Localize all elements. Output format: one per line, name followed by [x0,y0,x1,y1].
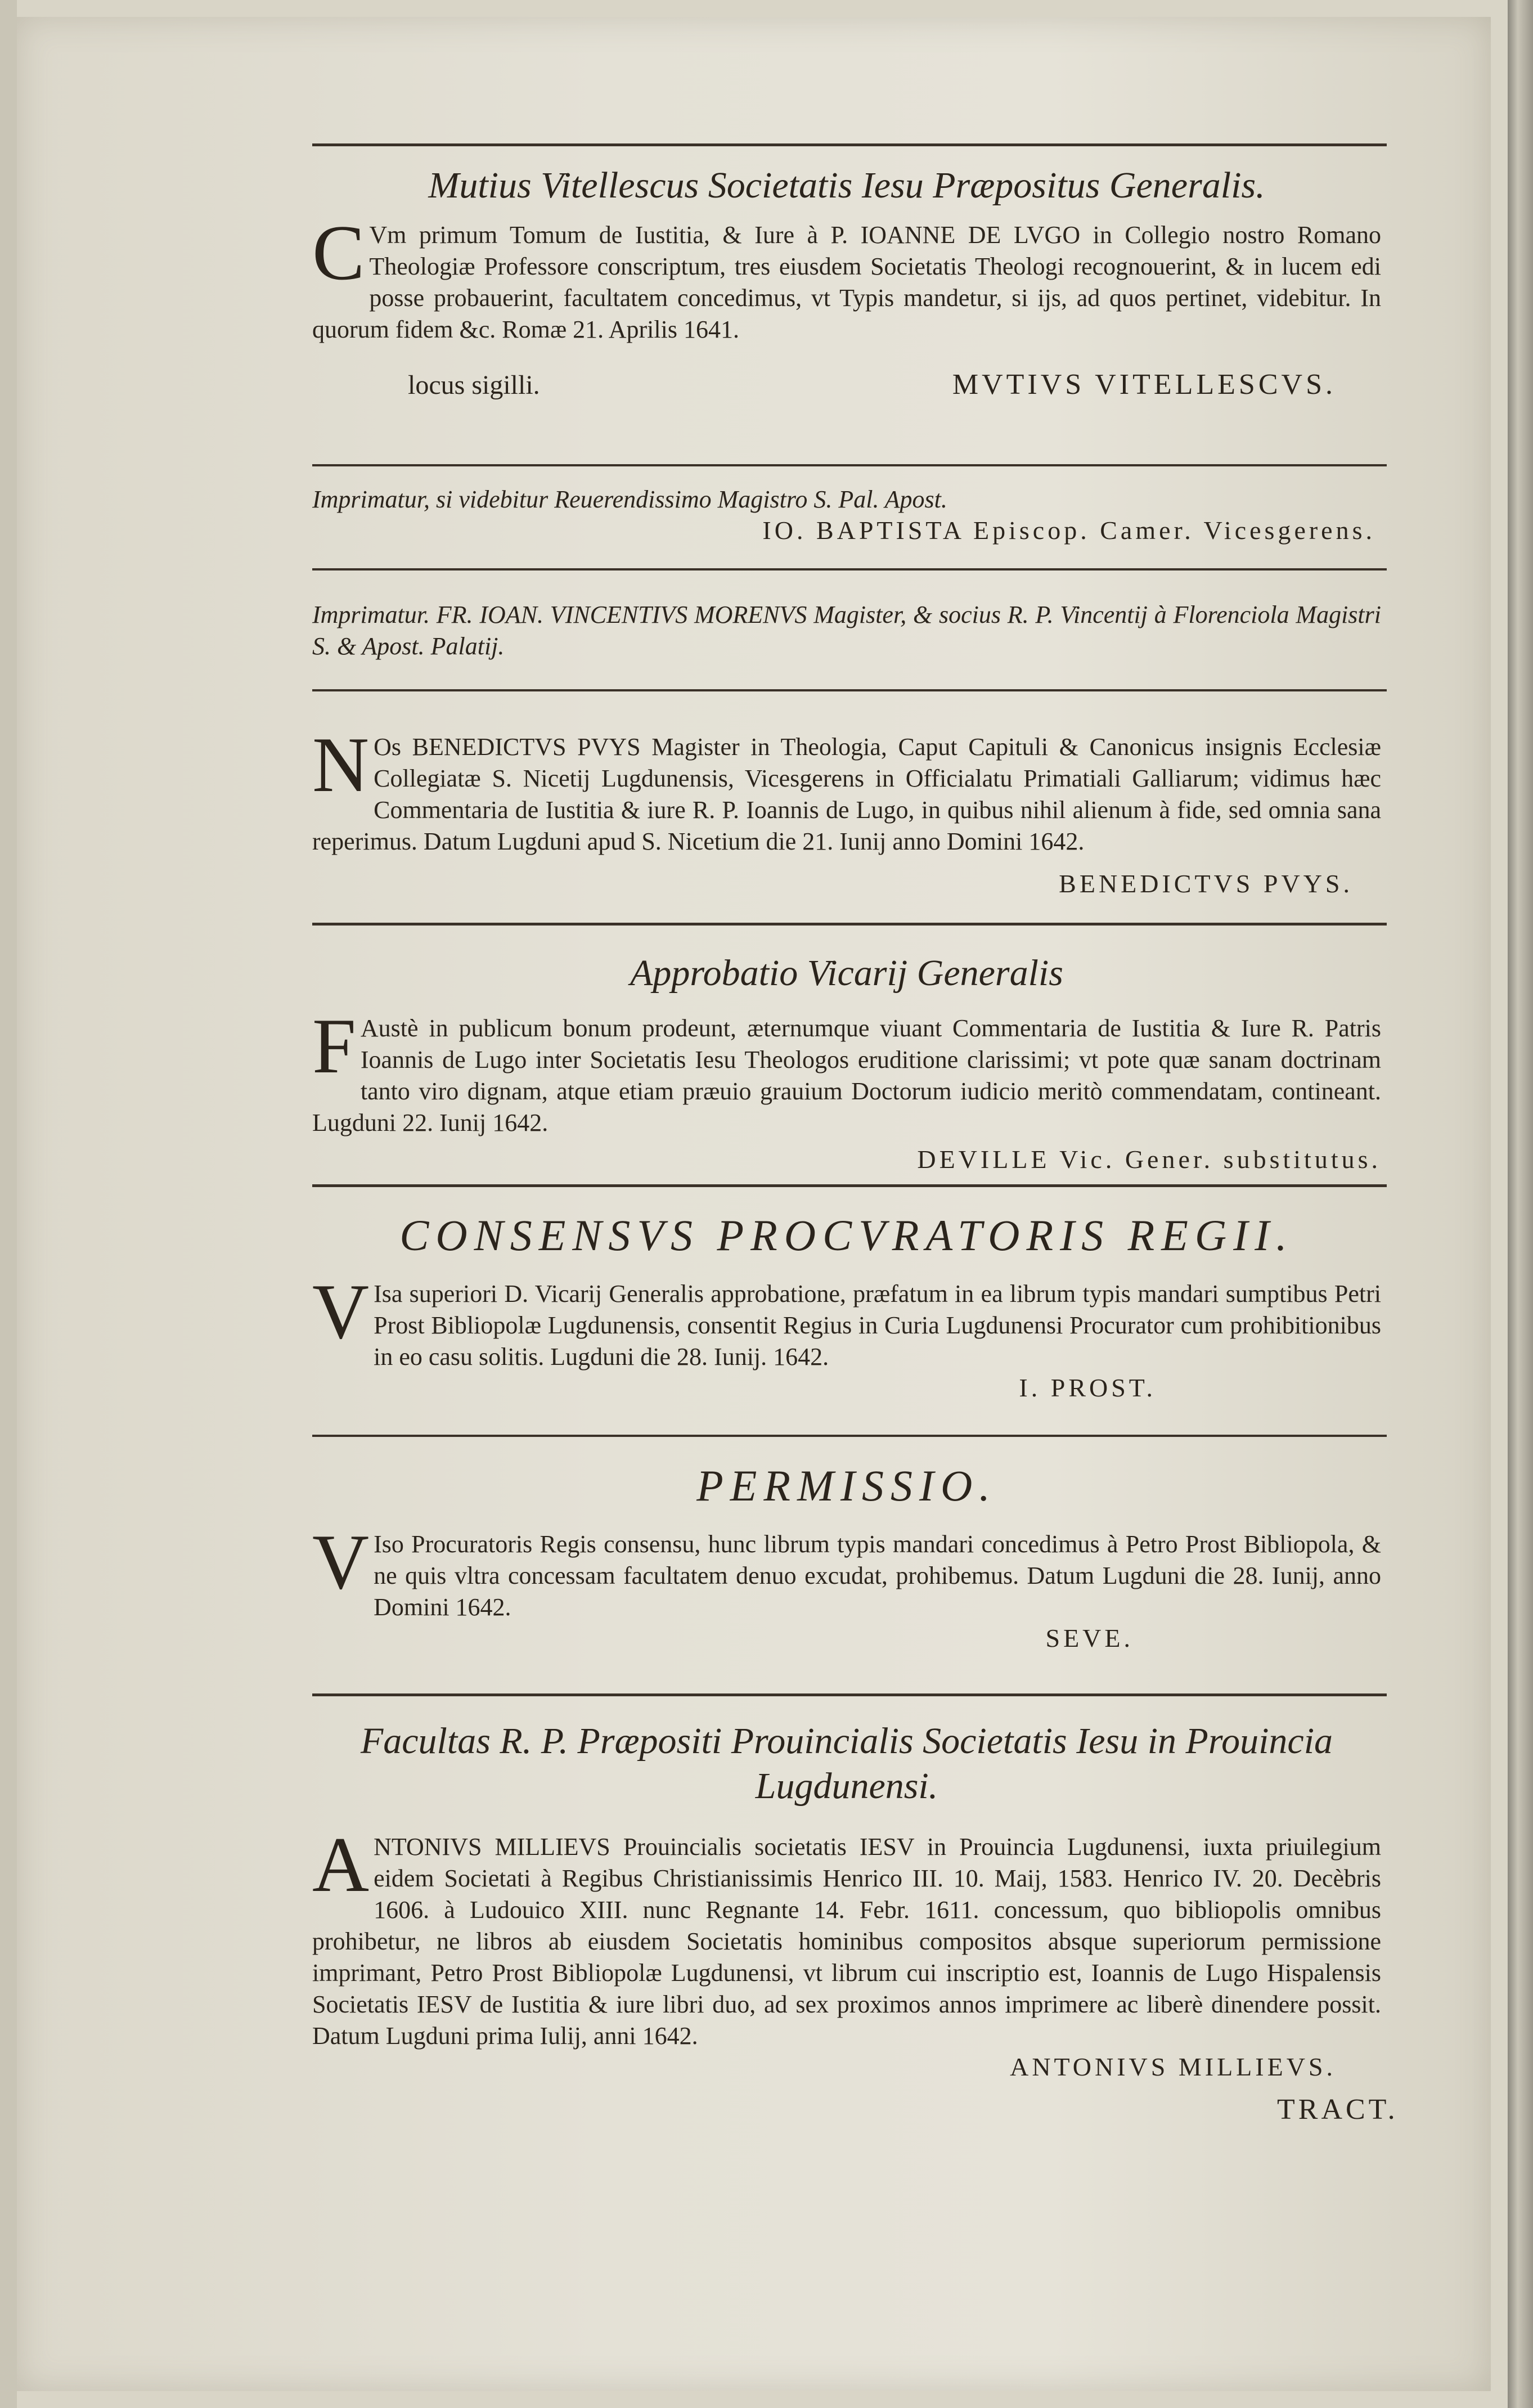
puys-text-block [312,721,1381,857]
rule-2 [312,464,1387,466]
section-vicar [312,951,1381,1174]
procurator-text: Isa superiori D. Vicarij Generalis approbatione, præfatum in ea librum typis mandari sumptibus Petri Prost Bibliopolæ Lugdunensis, consentit Regius in Curia Lugdunensi Procurator cum prohibitionibus in eo casu solitis. Lugduni die 28. Iunij. 1642. [374,1280,1381,1371]
facultas-text-block [312,1821,1381,2052]
catchword: TRACT. [1277,2093,1399,2126]
permissio-text-block [312,1519,1381,1623]
procurator-text-block [312,1268,1381,1373]
vicar-text-block [312,1003,1381,1139]
section-facultas [312,1719,1381,2082]
vitellescus-text-block [312,209,1381,345]
vitellescus-drop-cap: C [312,209,365,296]
vitellescus-signature: MVTIVS VITELLESCVS. [952,369,1336,401]
section-imprimatur-1 [312,484,1381,545]
procurator-heading: CONSENSVS PROCVRATORIS REGII. [399,1211,1294,1260]
rule-5 [312,923,1387,926]
procurator-drop-cap: V [312,1268,370,1355]
puys-drop-cap: N [312,721,370,808]
page-left-edge [0,0,17,2408]
section-procurator [312,1210,1381,1403]
imprimatur-1-signature: IO. BAPTISTA Episcop. Camer. Vicesgerens. [762,516,1375,545]
rule-6 [312,1184,1387,1187]
seal-placeholder: locus sigilli. [408,370,540,400]
facultas-signature: ANTONIVS MILLIEVS. [1010,2052,1336,2081]
rule-7 [312,1435,1387,1437]
puys-signature: BENEDICTVS PVYS. [1059,869,1353,898]
procurator-signature: I. PROST. [1019,1373,1156,1402]
vicar-signature: DEVILLE Vic. Gener. substitutus. [917,1145,1381,1174]
permissio-drop-cap: V [312,1519,370,1606]
facultas-drop-cap: A [312,1821,370,1908]
vicar-heading: Approbatio Vicarij Generalis [630,953,1063,994]
rule-3 [312,568,1387,570]
vitellescus-footer [312,368,1381,401]
section-imprimatur-2 [312,599,1381,662]
vitellescus-heading: Mutius Vitellescus Societatis Iesu Præpositus Generalis. [428,165,1265,206]
puys-text: Os BENEDICTVS PVYS Magister in Theologia, Caput Capituli & Canonicus insignis Ecclesiæ Collegiatæ S. Nicetij Lugdunensis, Vicesgerens in Officialatu Primatiali Galliarum; vidimus hæc Commentaria de Iustitia & iure R. P. Ioannis de Lugo, in quibus nihil alienum à fide, sed omnia sana reperimus. Datum Lugduni apud S. Nicetium die 21. Iunij anno Domini 1642. [312,733,1381,855]
section-vitellescus [312,163,1381,401]
vitellescus-text: Vm primum Tomum de Iustitia, & Iure à P. IOANNE DE LVGO in Collegio nostro Romano Theologiæ Professore conscriptum, tres eiusdem Societatis Theologi recognouerint, & in lucem edi posse probauerint, facultatem concedimus, vt Typis mandetur, si ijs, ad quos pertinet, videbitur. In quorum fidem &c. Romæ 21. Aprilis 1641. [312,221,1381,343]
facultas-text: NTONIVS MILLIEVS Prouincialis societatis IESV in Prouincia Lugdunensi, iuxta priuilegium eidem Societati à Regibus Christianissimis Henrico III. 10. Maij, 1583. Henrico IV. 20. Decèbris 1606. à Ludouico XIII. nunc Regnante 14. Febr. 1611. concessum, quo bibliopolis omnibus prohibetur, ne libros ab eiusdem Societatis hominibus compositos absque superiorum permissione imprimant, Petro Prost Bibliopolæ Lugdunensi, vt librum cui inscriptio est, Ioannis de Lugo Hispalensis Societatis IESV de Iustitia & iure libri duo, ad sex proximos annos imprimere ac liberè dinendere possit. Datum Lugduni prima Iulij, anni 1642. [312,1833,1381,2050]
vicar-drop-cap: F [312,1003,356,1090]
rule-8 [312,1693,1387,1696]
permissio-text: Iso Procuratoris Regis consensu, hunc librum typis mandari concedimus à Petro Prost Bibliopola, & ne quis vltra concessam facultatem denuo excudat, prohibemus. Datum Lugduni die 28. Iunij, anno Domini 1642. [374,1530,1381,1621]
permissio-signature: SEVE. [1045,1624,1134,1652]
rule-4 [312,689,1387,691]
imprimatur-2-text: Imprimatur. FR. IOAN. VINCENTIVS MORENVS Magister, & socius R. P. Vincentij à Florenciola Magistri S. & Apost. Palatij. [312,601,1381,660]
section-permissio [312,1460,1381,1653]
book-binding-edge [1508,0,1533,2408]
top-rule [312,143,1387,146]
facultas-heading: Facultas R. P. Præpositi Prouincialis Societatis Iesu in Prouincia Lugdunensi. [360,1720,1333,1807]
vicar-text: Austè in publicum bonum prodeunt, æternumque viuant Commentaria de Iustitia & Iure R. Patris Ioannis de Lugo inter Societatis Iesu Theologos eruditione clarissimi; vt pote quæ sanam doctrinam tanto viro dignam, atque etiam præuio grauium Doctorum iudicio meritò commendatam, contineant. Lugduni 22. Iunij 1642. [312,1014,1381,1136]
permissio-heading: PERMISSIO. [696,1461,997,1510]
section-puys [312,721,1381,898]
imprimatur-1-text: Imprimatur, si videbitur Reuerendissimo Magistro S. Pal. Apost. [312,486,947,513]
